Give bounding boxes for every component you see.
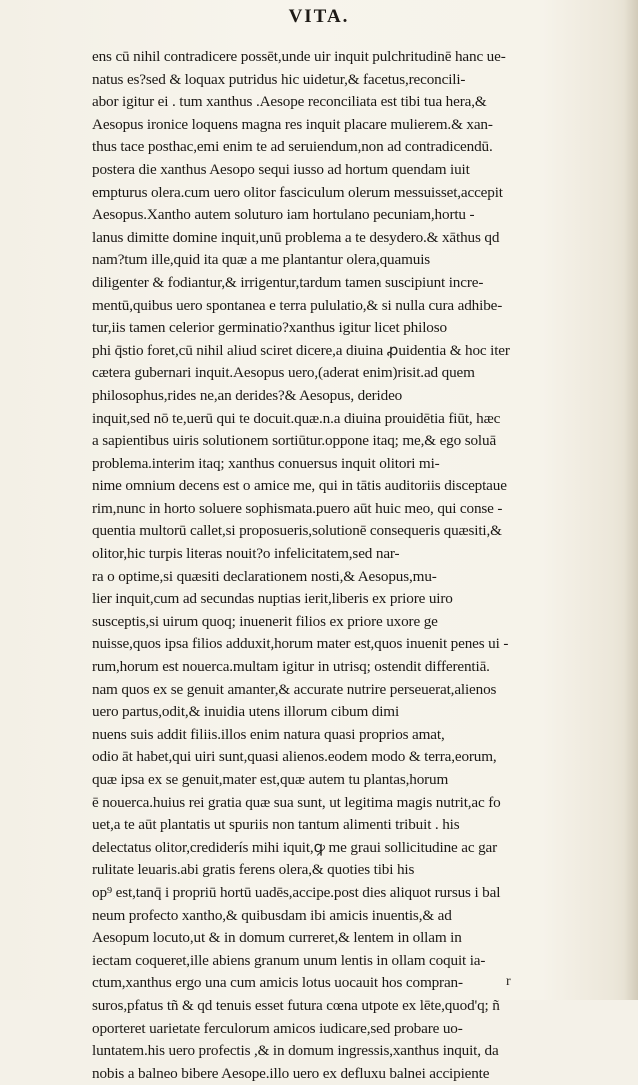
text-line: ra o optime,si quæsiti declarationem nosti,& Aesopus,mu- xyxy=(92,567,437,585)
text-line: rulitate leuaris.abi gratis ferens olera,& quoties tibi his xyxy=(92,861,415,879)
text-line: ens cū nihil contradicere possēt,unde uir inquit pulchritudinē hanc ue- xyxy=(92,48,506,65)
catchword: r xyxy=(506,974,511,989)
body-text xyxy=(92,46,572,1085)
text-line: uet,a te aūt plantatis ut spuriis non tantum alimenti tribuit . his xyxy=(92,816,460,834)
text-line: a sapientibus uiris solutionem sortiūtur.oppone itaq; me,& ego soluā xyxy=(92,432,497,450)
text-line: odio āt habet,qui uiri sunt,quasi alienos.eodem modo & terra,eorum, xyxy=(92,748,497,766)
text-line: nam quos ex se genuit amanter,& accurate nutrire perseuerat,alienos xyxy=(92,680,497,698)
text-line: tur,iis tamen celerior germinatio?xanthus igitur licet philoso xyxy=(92,319,447,337)
text-line: Aesopus ironice loquens magna res inquit placare mulierem.& xan- xyxy=(92,115,493,133)
text-line: Aesopum locuto,ut & in domum curreret,& lentem in ollam in xyxy=(92,929,462,947)
text-line: philosophus,rides ne,an derides?& Aesopus, derideo xyxy=(92,386,403,404)
text-line: uero partus,odit,& inuidia utens illorum cibum dimi xyxy=(92,703,400,721)
text-line: op⁹ est,tanq̄ i propriū hortū uadēs,accipe.post dies aliquot rursus i bal xyxy=(92,883,501,901)
text-line: iectam coqueret,ille abiens granum unum lentis in ollam coquit ia- xyxy=(92,951,486,969)
text-line: olitor,hic turpis literas nouit?o infelicitatem,sed nar- xyxy=(92,545,400,563)
text-line: empturus olera.cum uero olitor fasciculum olerum messuisset,accepit xyxy=(92,183,503,201)
text-line: nuisse,quos ipsa filios adduxit,horum mater est,quos inuenit penes ui - xyxy=(92,635,509,653)
text-line: rim,nunc in horto soluere sophismata.puero aūt huic meo, qui conse - xyxy=(92,499,503,517)
running-title: VITA. xyxy=(288,6,350,27)
text-line: lier inquit,cum ad secundas nuptias ierit,liberis ex priore uiro xyxy=(92,590,453,608)
text-line: lanus dimitte domine inquit,unū problema a te desydero.& xāthus qd xyxy=(92,228,500,246)
text-line: natus es?sed & loquax putridus hic uidetur,& facetus,reconcili- xyxy=(92,70,466,88)
text-line: quentia multorū callet,si proposueris,solutionē consequeris quæsiti,& xyxy=(92,522,502,540)
text-line: phi q̄stio foret,cū nihil aliud sciret dicere,a diuina ꝓuidentia & hoc iter xyxy=(92,341,510,359)
text-line: oporteret uarietate ferculorum amicos iudicare,sed probare uo- xyxy=(92,1019,463,1037)
text-line: rum,horum est nouerca.multam igitur in utrisq; ostendit differentiā. xyxy=(92,658,490,676)
text-line: cætera gubernari inquit.Aesopus uero,(aderat enim)risit.ad quem xyxy=(92,364,475,382)
text-line: nobis a balneo bibere Aesope.illo uero ex defluxu balnei accipiente xyxy=(92,1064,490,1082)
text-line: thus tace posthac,emi enim te ad seruiendum,non ad contradicendū. xyxy=(92,138,493,156)
text-line: inquit,sed nō te,uerū qui te docuit.quæ.n.a diuina prouidētia fiūt, hæc xyxy=(92,409,501,427)
text-line: diligenter & fodiantur,& irrigentur,tardum tamen suscipiunt incre- xyxy=(92,273,484,291)
text-line: ē nouerca.huius rei gratia quæ sua sunt, ut legitima magis nutrit,ac fo xyxy=(92,793,501,811)
text-line: problema.interim itaq; xanthus conuersus inquit olitori mi- xyxy=(92,454,440,472)
text-line: suros,pfatus tñ & qd tenuis esset futura cœna utpote ex lēte,quod'q; ñ xyxy=(92,996,500,1014)
text-line: Aesopus.Xantho autem soluturo iam hortulano pecuniam,hortu - xyxy=(92,206,475,224)
text-line: quæ ipsa ex se genuit,mater est,quæ autem tu plantas,horum xyxy=(92,771,449,788)
text-line: nime omnium decens est o amice me, qui in tātis auditoriis disceptaue xyxy=(92,477,507,495)
text-line: ctum,xanthus ergo una cum amicis lotus uocauit hos compran- xyxy=(92,974,463,992)
text-line: postera die xanthus Aesopo sequi iusso ad hortum quendam iuit xyxy=(92,160,470,178)
text-line: nuens suis addit filiis.illos enim natura quasi proprios amat, xyxy=(92,725,445,743)
text-line: neum profecto xantho,& quibusdam ibi amicis inuentis,& ad xyxy=(92,906,452,924)
page-edge-shadow xyxy=(624,0,638,1000)
text-line: luntatem.his uero profectis ,& in domum ingressis,xanthus inquit, da xyxy=(92,1042,499,1060)
text-line: abor igitur ei . tum xanthus .Aesope reconciliata est tibi tua hera,& xyxy=(92,93,487,111)
text-line: mentū,quibus uero spontanea e terra pululatio,& si nulla cura adhibe- xyxy=(92,296,503,314)
text-line: nam?tum ille,quid ita quæ a me plantantur olera,quamuis xyxy=(92,251,431,269)
text-line: delectatus olitor,crediderís mihi iquit,ꝙ me graui sollicitudine ac gar xyxy=(92,838,498,856)
text-line: susceptis,si uirum quoq; inuenerit filios ex priore uxore ge xyxy=(92,612,438,630)
